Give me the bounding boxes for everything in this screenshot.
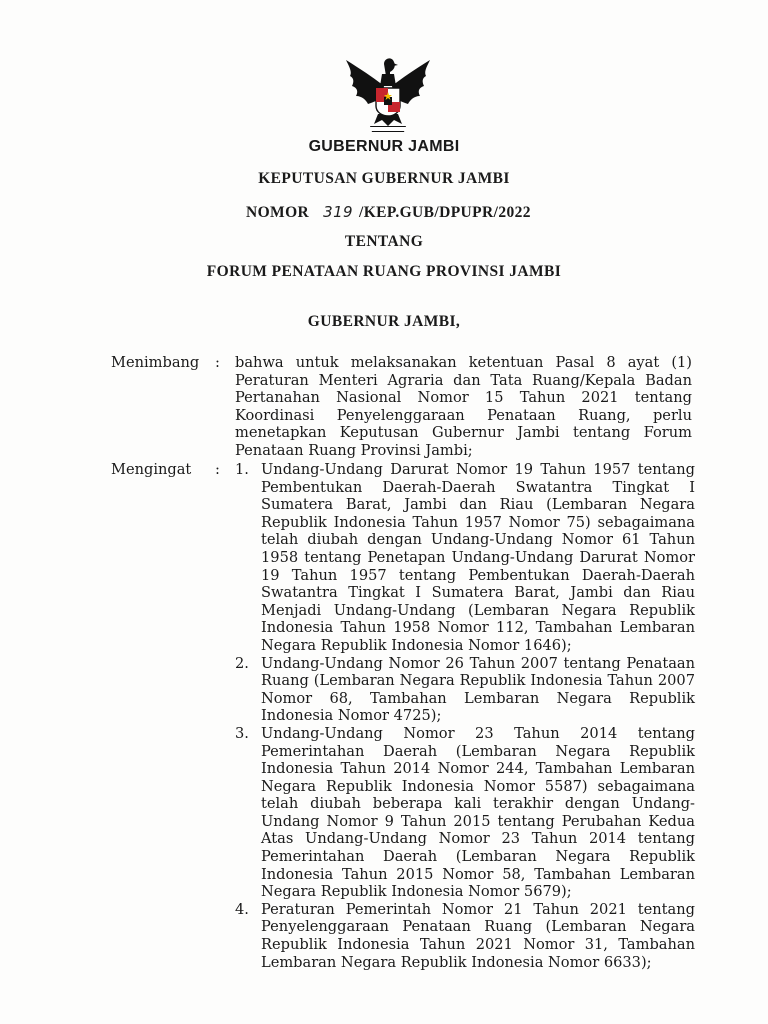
decree-title: KEPUTUSAN GUBERNUR JAMBI — [258, 170, 510, 187]
mengingat-colon: : — [215, 461, 220, 478]
item-number: 4. — [235, 900, 249, 918]
governor-heading: GUBERNUR JAMBI — [308, 138, 460, 155]
mengingat-list — [235, 461, 695, 971]
nomor-code: /KEP.GUB/DPUPR/2022 — [358, 204, 531, 221]
decree-number — [246, 203, 531, 222]
menimbang-text: bahwa untuk melaksanakan ketentuan Pasal 8 ayat (1) Peraturan Menteri Agraria dan Tata Ruang/Kepala Badan Pertanahan Nasional Nomor 15 Tahun 2021 tentang Koordinasi Penyelenggaraan Penataan Ruang, perlu menetapkan Keputusan Gubernur Jambi tentang Forum Penataan Ruang Provinsi Jambi; — [235, 354, 692, 459]
item-text: Peraturan Pemerintah Nomor 21 Tahun 2021 tentang Penyelenggaraan Penataan Ruang (Lembaran Negara Republik Indonesia Tahun 2021 Nomor 31, Tambahan Lembaran Negara Republik Indonesia Nomor 6633); — [261, 900, 695, 971]
decree-subject: FORUM PENATAAN RUANG PROVINSI JAMBI — [206, 263, 562, 280]
item-text: Undang-Undang Darurat Nomor 19 Tahun 1957 tentang Pembentukan Daerah-Daerah Swatantra Tingkat I Sumatera Barat, Jambi dan Riau (Lembaran Negara Republik Indonesia Tahun 1957 Nomor 75) sebagaimana telah diubah dengan Undang-Undang Nomor 61 Tahun 1958 tentang Penetapan Undang-Undang Darurat Nomor 19 Tahun 1957 tentang Pembentukan Daerah-Daerah Swatantra Tingkat I Sumatera Barat, Jambi dan Riau Menjadi Undang-Undang (Lembaran Negara Republik Indonesia Tahun 1958 Nomor 112, Tambahan Lembaran Negara Republik Indonesia Nomor 1646); — [261, 461, 695, 654]
garuda-emblem-icon — [340, 52, 436, 140]
menimbang-colon: : — [215, 354, 220, 371]
item-number: 2. — [235, 654, 249, 672]
nomor-value: 319 — [323, 203, 353, 221]
item-text: Undang-Undang Nomor 23 Tahun 2014 tentang Pemerintahan Daerah (Lembaran Negara Republik Indonesia Tahun 2014 Nomor 244, Tambahan Lembaran Negara Republik Indonesia Nomor 5587) sebagaimana telah diubah beberapa kali terakhir dengan Undang-Undang Nomor 9 Tahun 2015 tentang Perubahan Kedua Atas Undang-Undang Nomor 23 Tahun 2014 tentang Pemerintahan Daerah (Lembaran Negara Republik Indonesia Tahun 2015 Nomor 58, Tambahan Lembaran Negara Republik Indonesia Nomor 5679); — [261, 724, 695, 901]
item-number: 3. — [235, 724, 249, 742]
list-item — [235, 655, 695, 725]
list-item — [235, 461, 695, 655]
nomor-label: NOMOR — [246, 204, 310, 221]
mengingat-label: Mengingat — [111, 461, 192, 478]
list-item — [235, 901, 695, 971]
item-number: 1. — [235, 461, 249, 478]
tentang-heading: TENTANG — [344, 233, 424, 250]
issuer-heading: GUBERNUR JAMBI, — [307, 313, 461, 330]
item-text: Undang-Undang Nomor 26 Tahun 2007 tentang Penataan Ruang (Lembaran Negara Republik Indonesia Tahun 2007 Nomor 68, Tambahan Lembaran Negara Republik Indonesia Nomor 4725); — [261, 654, 695, 725]
menimbang-label: Menimbang — [111, 354, 200, 371]
list-item — [235, 725, 695, 901]
